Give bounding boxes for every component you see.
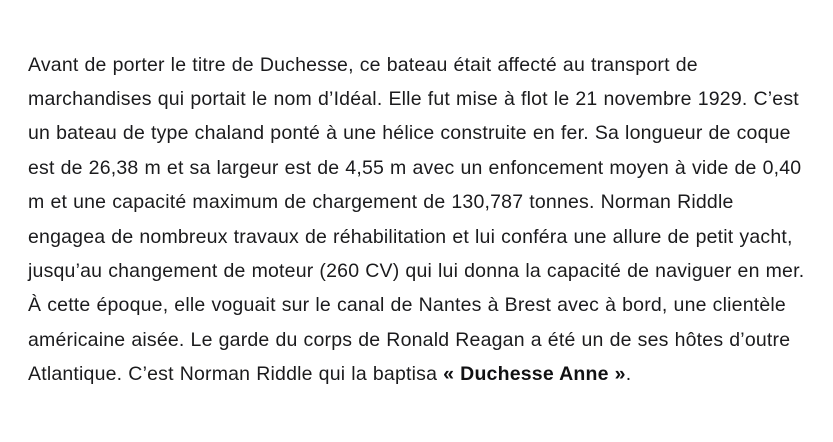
paragraph-trailing-text: .: [625, 363, 632, 386]
paragraph-bold-name: « Duchesse Anne »: [443, 363, 626, 386]
body-paragraph: [28, 48, 811, 392]
paragraph-lead-text: Avant de porter le titre de Duchesse, ce bateau était affecté au transport de marchandises qui portait le nom d’Idéal. Elle fut mise à flot le 21 novembre 1929. C’est un bateau de type chaland ponté à une hélice construite en fer. Sa longueur de coque est de 26,38 m et sa largeur est de 4,55 m avec un enfoncement moyen à vide de 0,40 m et une capacité maximum de chargement de 130,787 tonnes. Norman Riddle engagea de nombreux travaux de réhabilitation et lui conféra une allure de petit yacht, jusqu’au changement de moteur (260 CV) qui lui donna la capacité de naviguer en mer. À cette époque, elle voguait sur le canal de Nantes à Brest avec à bord, une clientèle américaine aisée. Le garde du corps de Ronald Reagan a été un de ses hôtes d’outre Atlantique. C’est Norman Riddle qui la baptisa: [28, 53, 805, 386]
